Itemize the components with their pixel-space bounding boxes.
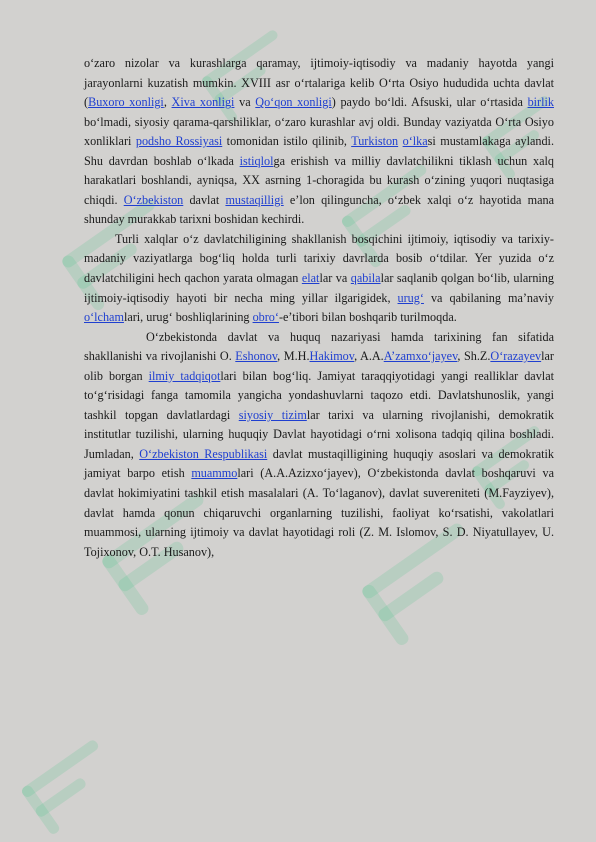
text-link[interactable]: o‘lcham: [84, 310, 124, 325]
text-link[interactable]: obro‘: [252, 310, 279, 325]
text-link[interactable]: A’zamxo‘jayev: [383, 349, 458, 364]
text-run: lar tarixi va ularning rivojlanishi, demokratik institutlar tuzilishi, ularning huquqiy Davlat hayotidagi o‘rni xolisona tadqiq qilina boshladi. Jumladan,: [84, 407, 554, 461]
text-link[interactable]: Eshonov: [235, 349, 278, 364]
text-link[interactable]: ilmiy tadqiqot: [148, 368, 221, 383]
text-run: davlat: [183, 192, 226, 207]
text-link[interactable]: Buxoro xonligi: [88, 95, 164, 110]
text-link[interactable]: Xiva xonligi: [171, 95, 235, 110]
text-link[interactable]: birlik: [527, 95, 554, 110]
text-run: -e’tibori bilan boshqarib turilmoqda.: [278, 310, 457, 325]
text-run: tomonidan istilo qilinib,: [222, 134, 352, 149]
text-link[interactable]: mustaqilligi: [225, 192, 284, 207]
text-link[interactable]: Turkiston: [351, 134, 399, 149]
text-link[interactable]: podsho Rossiyasi: [135, 134, 223, 149]
paragraph: [84, 328, 554, 563]
text-link[interactable]: qabila: [350, 271, 381, 286]
text-link[interactable]: O‘zbekiston Respublikasi: [139, 446, 268, 461]
text-link[interactable]: muammo: [191, 466, 238, 481]
paragraph: [84, 54, 554, 230]
text-run: si mustamlakaga aylandi. Shu davrdan boshlab o‘lkada: [84, 134, 554, 168]
text-run: ) paydo bo‘ldi. Afsuski, ular o‘rtasida: [331, 95, 528, 110]
text-run: lar olib borgan: [84, 349, 554, 383]
text-run: lari, urug‘ boshliqlarining: [123, 310, 253, 325]
text-run: lar va: [319, 271, 351, 286]
text-run: O‘zbekistonda davlat va huquq nazariyasi hamda tarixining fan sifatida shakllanishi va rivojlanishi O.: [84, 329, 554, 364]
text-run: Turli xalqlar o‘z davlatchiligining shakllanish bosqichini ijtimoiy, iqtisodiy va tarixiy-madaniy vaziyatlarga bog‘liq holda turli tarixiy davrlarda bosib o‘tdilar. Yer yuzida o‘z davlatchiligini hech qachon yarata olmagan: [84, 231, 554, 286]
text-link[interactable]: o‘lka: [402, 134, 428, 149]
paragraph: [84, 230, 554, 328]
text-run: ,: [163, 95, 172, 110]
text-run: lar saqlanib qolgan bo‘lib, ularning ijtimoiy-iqtisodiy hayoti bir necha ming yillar ilgarigidek,: [84, 271, 554, 305]
text-run: ga erishish va milliy davlatchilikni tiklash uchun xalq harakatlari boshlandi, ayniqsa, XX asrning 1-choragida bu kurash o‘zining yuqori nuqtasiga chiqdi.: [84, 153, 554, 207]
watermark-logo-mark: [20, 738, 126, 835]
text-run: lari bilan bog‘liq. Jamiyat taraqqiyotidagi yangi realliklar davlat to‘g‘risidagi fanga tamomila yangicha yondashuvlarni taqozo etdi. Davlatshunoslik, yangi tashkil topgan davlatlardagi: [84, 368, 554, 422]
text-run: va qabilaning ma’naviy: [423, 290, 554, 305]
text-run: va: [234, 95, 256, 110]
text-link[interactable]: istiqlol: [239, 153, 274, 168]
text-link[interactable]: Hakimov: [309, 349, 355, 364]
text-link[interactable]: Qo‘qon xonligi: [255, 95, 332, 110]
text-run: , M.H.: [277, 349, 310, 364]
document-body: [84, 54, 554, 562]
text-run: , Sh.Z.: [457, 349, 491, 364]
text-link[interactable]: elat: [301, 271, 320, 286]
text-link[interactable]: siyosiy tizim: [238, 407, 307, 422]
text-run: e’lon qilinguncha, o‘zbek xalqi o‘z hayotida mana shunday murakkab tarixni boshidan kechirdi.: [84, 192, 555, 227]
text-run: davlat mustaqilligining huquqiy asoslari va demokratik jamiyat barpo etish: [84, 446, 554, 481]
text-link[interactable]: O‘zbekiston: [123, 192, 184, 207]
text-run: bo‘lmadi, siyosiy qarama-qarshiliklar, o‘zaro kurashlar avj oldi. Bunday vaziyatda O‘rta Osiyo xonliklari: [84, 114, 554, 149]
text-link[interactable]: O‘razayev: [490, 349, 542, 364]
text-run: , A.A.: [354, 349, 384, 364]
text-link[interactable]: urug‘: [397, 290, 424, 305]
text-run: lari (A.A.Azizxo‘jayev), O‘zbekistonda davlat boshqaruvi va davlat hokimiyatini tashkil etish masalalari (A. To‘laganov), davlat suvereniteti (M.Fayziyev), davlat hamda qonun chiqaruvchi organlarning tuzilishi, faoliyat ko‘rsatishi, vakolatlari muammosi, ularning ijtimoiy va davlat hayotidagi roli (Z. M. Islomov, S. D. Niyatullayev, U. Tojixonov, O.T. Husanov),: [84, 466, 554, 559]
text-run: o‘zaro nizolar va kurashlarga qaramay, ijtimoiy-iqtisodiy va madaniy hayotda yangi jarayonlarni kuzatish mumkin. XVIII asr o‘rtalariga kelib O‘rta Osiyo hududida uchta davlat (: [84, 56, 554, 110]
